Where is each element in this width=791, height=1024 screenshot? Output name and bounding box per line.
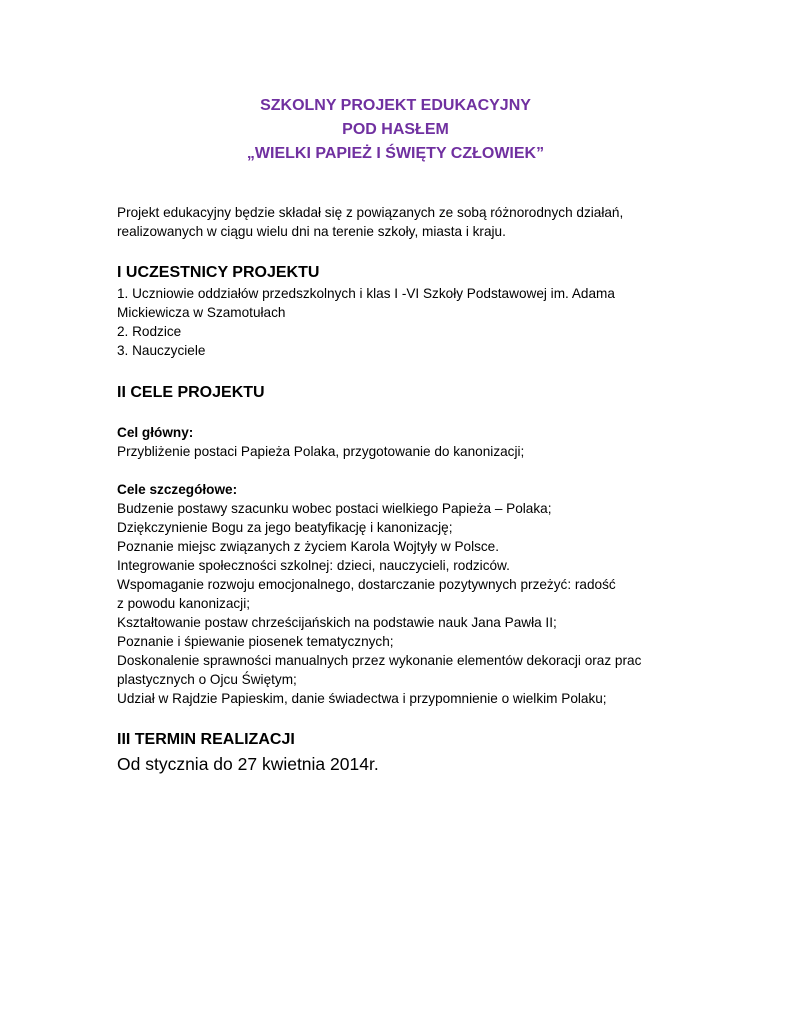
list-item: Poznanie miejsc związanych z życiem Karola Wojtyły w Polsce. [117,539,500,554]
main-goal-text: Przybliżenie postaci Papieża Polaka, przygotowanie do kanonizacji; [117,444,525,459]
list-item: Integrowanie społeczności szkolnej: dzieci, nauczycieli, rodziców. [117,558,510,573]
intro-line-2: realizowanych w ciągu wielu dni na terenie szkoły, miasta i kraju. [117,224,506,239]
list-item: 2. Rodzice [117,324,182,339]
list-item: plastycznych o Ojcu Świętym; [117,672,297,687]
list-item: Udział w Rajdzie Papieskim, danie świadectwa i przypomnienie o wielkim Polaku; [117,691,607,706]
list-item: 3. Nauczyciele [117,343,206,358]
section-1-heading: I UCZESTNICY PROJEKTU [117,264,320,281]
main-goal-label: Cel główny: [117,425,194,440]
intro-line-1: Projekt edukacyjny będzie składał się z powiązanych ze sobą różnorodnych działań, [117,205,624,220]
list-item: z powodu kanonizacji; [117,596,250,611]
list-item: Kształtowanie postaw chrześcijańskich na podstawie nauk Jana Pawła II; [117,615,557,630]
list-item: Dziękczynienie Bogu za jego beatyfikację i kanonizację; [117,520,453,535]
list-item: Wspomaganie rozwoju emocjonalnego, dostarczanie pozytywnych przeżyć: radość [117,577,616,592]
list-item: Poznanie i śpiewanie piosenek tematycznych; [117,634,394,649]
list-item: Doskonalenie sprawności manualnych przez wykonanie elementów dekoracji oraz prac [117,653,642,668]
document-title [0,94,791,166]
realization-period: Od stycznia do 27 kwietnia 2014r. [117,754,379,774]
section-2-heading: II CELE PROJEKTU [117,384,265,401]
specific-goals [117,480,677,708]
intro-paragraph [117,203,677,241]
list-item: Budzenie postawy szacunku wobec postaci wielkiego Papieża – Polaka; [117,501,552,516]
list-item: Mickiewicza w Szamotułach [117,305,286,320]
title-line-2: POD HASŁEM [342,121,449,138]
main-goal [117,423,677,461]
title-line-3: „WIELKI PAPIEŻ I ŚWIĘTY CZŁOWIEK” [246,145,545,162]
specific-goals-label: Cele szczegółowe: [117,482,238,497]
participants-list [117,284,677,360]
list-item: 1. Uczniowie oddziałów przedszkolnych i klas I -VI Szkoły Podstawowej im. Adama [117,286,615,301]
section-3-heading: III TERMIN REALIZACJI [117,731,295,748]
title-line-1: SZKOLNY PROJEKT EDUKACYJNY [260,97,531,114]
